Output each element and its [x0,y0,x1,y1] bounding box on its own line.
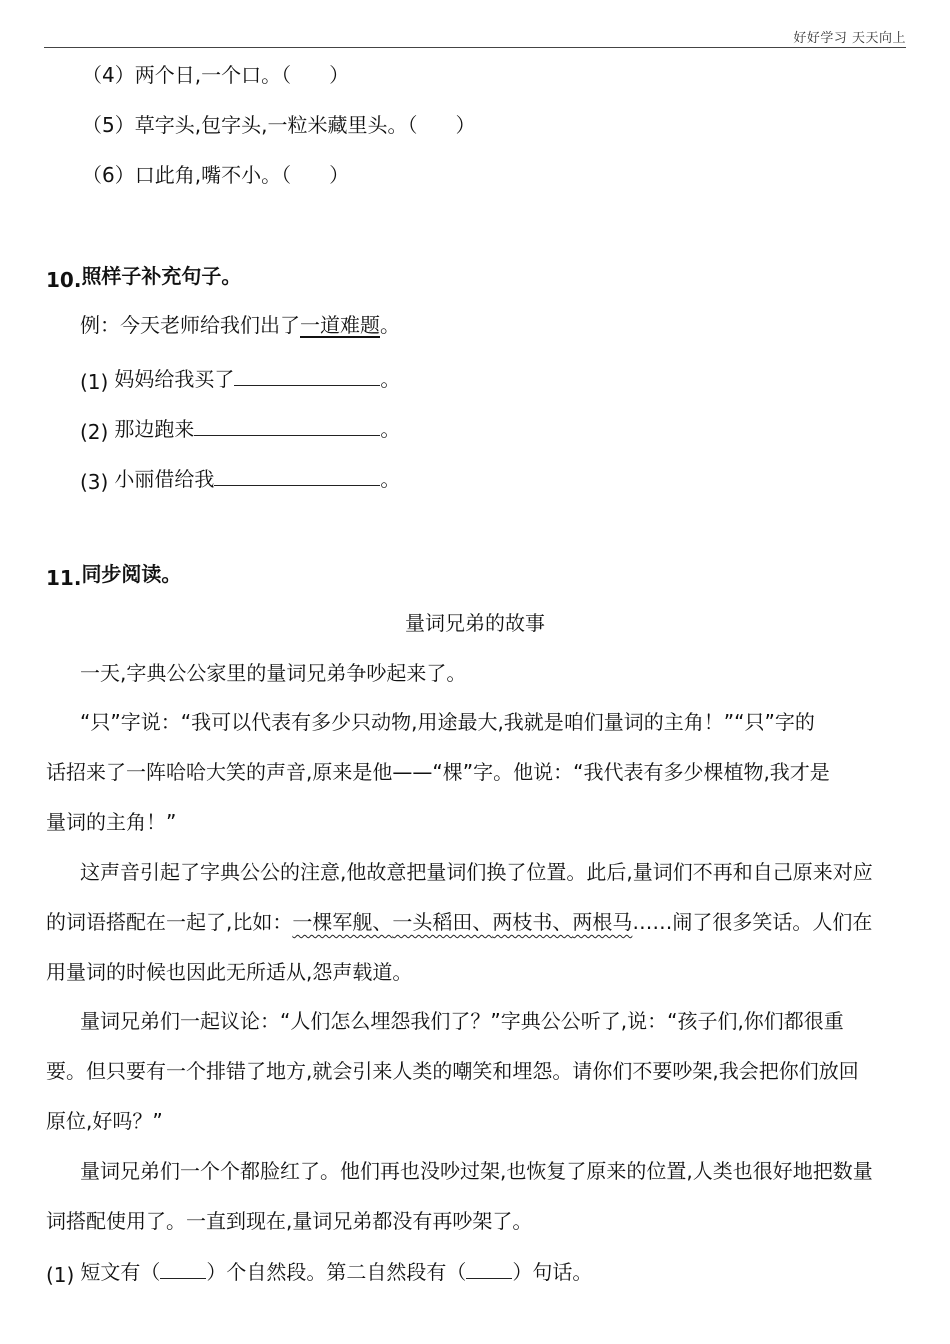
item-end: 。 [380,367,401,391]
q9-item-text: 口此角,嘴不小。（ [134,163,292,187]
item-end: 。 [380,467,401,491]
passage-line: 话招来了一阵哈哈大笑的声音,原来是他——“棵”字。他说：“我代表有多少棵植物,我才是 [46,760,830,784]
q9-item-close: ） [329,63,350,87]
question-number: 11. [46,566,82,590]
item-label: (3) [80,470,109,494]
wavy-phrase: 两枝书、 [492,910,573,934]
q9-item-label: （4） [82,63,135,87]
wavy-phrase: 两根马 [572,910,633,934]
item-end: 。 [380,417,401,441]
fill-blank[interactable] [194,415,380,436]
q9-item-6 [82,165,349,185]
header-slogan: 好好学习 天天向上 [793,31,906,46]
q10-item-3 [80,465,401,494]
passage-text: ……闹了很多笑话。人们在 [632,910,873,934]
passage-line: “只”字说：“我可以代表有多少只动物,用途最大,我就是咱们量词的主角！”“只”字的 [80,710,815,734]
passage-line: 这声音引起了字典公公的注意,他故意把量词们换了位置。此后,量词们不再和自己原来对应 [80,860,873,884]
passage-line: 用量词的时候也因此无所适从,怨声载道。 [46,960,413,984]
q10-item-1 [80,365,401,394]
passage-line: 词搭配使用了。一直到现在,量词兄弟都没有再吵架了。 [46,1209,533,1233]
item-label: (2) [80,420,109,444]
item-text: 那边跑来 [114,417,195,441]
q9-item-label: （5） [82,113,135,137]
passage-line: 原位,好吗？” [46,1109,163,1133]
passage-line: 量词的主角！” [46,810,177,834]
item-label: (1) [46,1263,75,1287]
q9-item-text: 两个日,一个口。（ [134,63,292,87]
passage-line: 量词兄弟们一起议论：“人们怎么埋怨我们了？”字典公公听了,说：“孩子们,你们都很重 [80,1009,844,1033]
fill-blank[interactable] [214,465,380,486]
item-text: 妈妈给我买了 [114,367,235,391]
q10-heading [46,264,242,292]
q9-item-text: 草字头,包字头,一粒米藏里头。（ [134,113,418,137]
question-title: 照样子补充句子。 [81,264,242,288]
fill-blank[interactable] [160,1260,206,1279]
fill-blank[interactable] [234,365,380,386]
example-underlined: 一道难题 [300,313,380,337]
q10-item-2 [80,415,401,444]
q9-item-label: （6） [82,163,135,187]
passage-line: 量词兄弟们一个个都脸红了。他们再也没吵过架,也恢复了原来的位置,人类也很好地把数量 [80,1159,873,1183]
passage-line: 一天,字典公公家里的量词兄弟争吵起来了。 [80,661,467,685]
passage-text: 的词语搭配在一起了,比如： [46,910,293,934]
q9-item-close: ） [455,113,476,137]
item-text: 小丽借给我 [114,467,215,491]
q9-item-4 [82,65,349,85]
passage-title: 量词兄弟的故事 [405,611,545,635]
sub-question-text: ）个自然段。第二自然段有（ [206,1260,467,1284]
example-prefix: 例：今天老师给我们出了 [80,313,300,337]
wavy-phrase: 一棵军舰、 [292,910,393,934]
sub-question-text: 短文有（ [80,1260,161,1284]
sub-question-text: ）句话。 [512,1260,593,1284]
passage-line: 要。但只要有一个排错了地方,就会引来人类的嘲笑和埋怨。请你们不要吵架,我会把你们放回 [46,1059,859,1083]
header-divider [44,47,906,48]
wavy-phrase: 一头稻田、 [392,910,493,934]
fill-blank[interactable] [466,1260,512,1279]
q10-example [80,315,400,335]
q9-item-5 [82,115,475,135]
q9-item-close: ） [329,163,350,187]
question-title: 同步阅读。 [81,562,182,586]
q11-sub-question-1 [46,1260,593,1287]
item-label: (1) [80,370,109,394]
question-number: 10. [46,268,82,292]
passage-line-with-examples [46,912,872,932]
q11-heading [46,562,182,590]
example-suffix: 。 [380,313,400,337]
